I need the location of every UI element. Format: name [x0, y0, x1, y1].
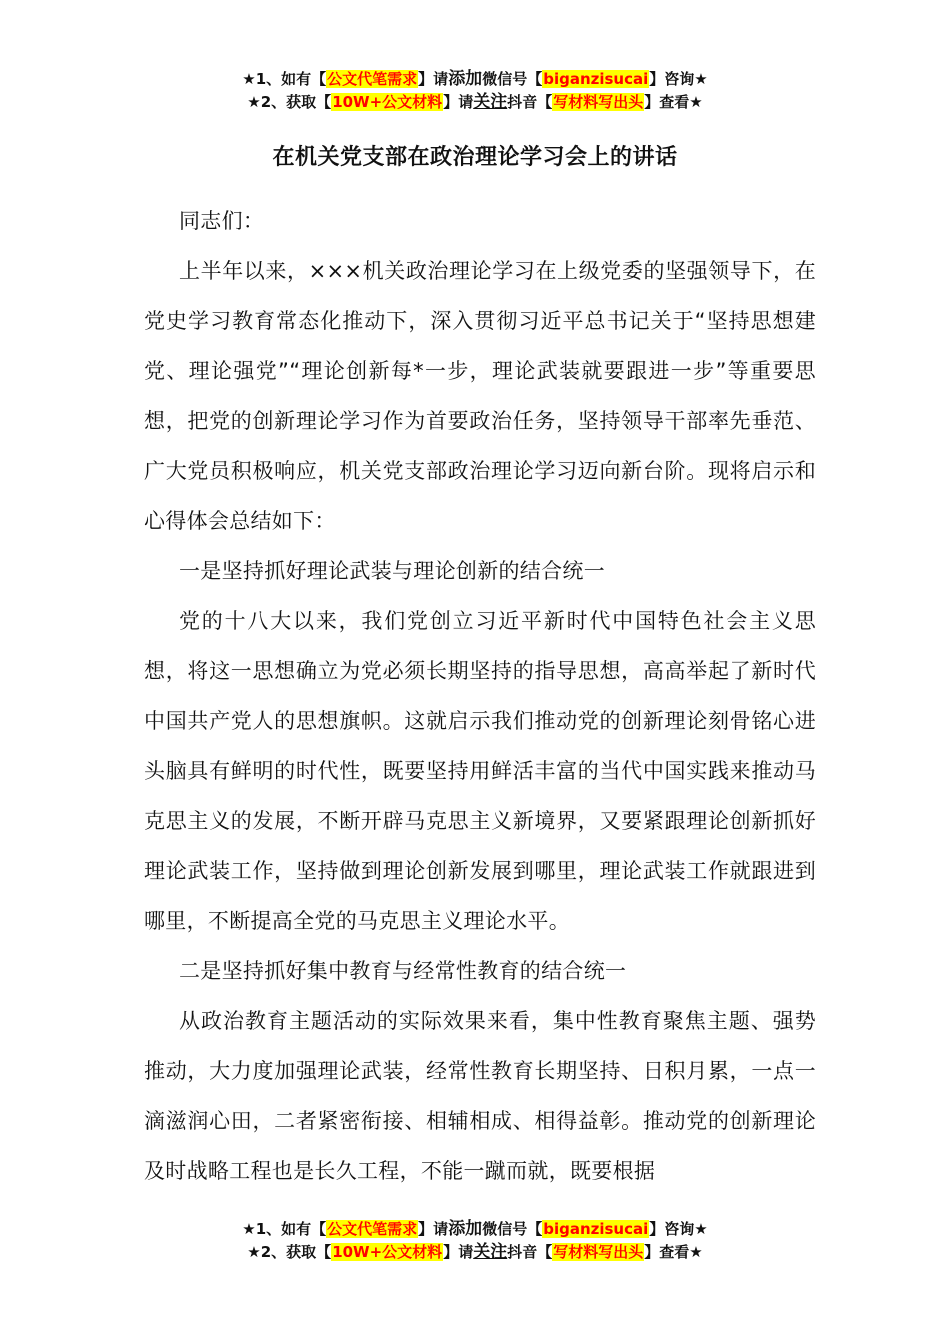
paragraph-section-1: 党的十八大以来，我们党创立习近平新时代中国特色社会主义思想，将这一思想确立为党必须长期坚持的指导思想，高高举起了新时代中国共产党人的思想旗帜。这就启示我们推动党的创新理论刻骨铭心进头脑具有鲜明的时代性，既要坚持用鲜活丰富的当代中国实践来推动马克思主义的发展，不断开辟马克思主义新境界，又要紧跟理论创新抓好理论武装工作，坚持做到理论创新发展到哪里，理论武装工作就跟进到哪里，不断提高全党的马克思主义理论水平。 [144, 609, 816, 933]
section-heading-1: 一是坚持抓好理论武装与理论创新的结合统一 [179, 559, 605, 583]
greeting: 同志们： [179, 209, 265, 233]
footer-promo-banner [0, 1218, 950, 1264]
promo-line-2: ★2、获取【10W+公文材料】请关注抖音【写材料写出头】查看★ [247, 92, 703, 112]
paragraph-intro: 上半年以来，×××机关政治理论学习在上级党委的坚强领导下，在党史学习教育常态化推动下，深入贯彻习近平总书记关于“坚持思想建党、理论强党”“理论创新每*一步，理论武装就要跟进一步”等重要思想，把党的创新理论学习作为首要政治任务，坚持领导干部率先垂范、广大党员积极响应，机关党支部政治理论学习迈向新台阶。现将启示和心得体会总结如下： [144, 259, 816, 533]
promo-highlight-service: 公文代笔需求 [327, 1220, 418, 1238]
document-title: 在机关党支部在政治理论学习会上的讲话 [272, 145, 678, 170]
promo-highlight-douyin: 写材料写出头 [553, 93, 644, 111]
promo-line-2: ★2、获取【10W+公文材料】请关注抖音【写材料写出头】查看★ [247, 1242, 703, 1262]
promo-highlight-wechat-id: biganzisucai [543, 70, 649, 88]
promo-highlight-materials: 10W+公文材料 [332, 1243, 443, 1261]
document-body [144, 196, 816, 1196]
promo-highlight-wechat-id: biganzisucai [543, 1220, 649, 1238]
promo-line-1: ★1、如有【公文代笔需求】请添加微信号【biganzisucai】咨询★ [242, 1219, 708, 1239]
promo-highlight-materials: 10W+公文材料 [332, 93, 443, 111]
header-promo-banner [0, 68, 950, 114]
promo-line-1: ★1、如有【公文代笔需求】请添加微信号【biganzisucai】咨询★ [242, 69, 708, 89]
paragraph-section-2: 从政治教育主题活动的实际效果来看，集中性教育聚焦主题、强势推动，大力度加强理论武装，经常性教育长期坚持、日积月累，一点一滴滋润心田，二者紧密衔接、相辅相成、相得益彰。推动党的创新理论及时战略工程也是长久工程，不能一蹴而就，既要根据 [144, 1009, 816, 1183]
section-heading-2: 二是坚持抓好集中教育与经常性教育的结合统一 [179, 959, 627, 983]
promo-highlight-service: 公文代笔需求 [327, 70, 418, 88]
promo-highlight-douyin: 写材料写出头 [553, 1243, 644, 1261]
